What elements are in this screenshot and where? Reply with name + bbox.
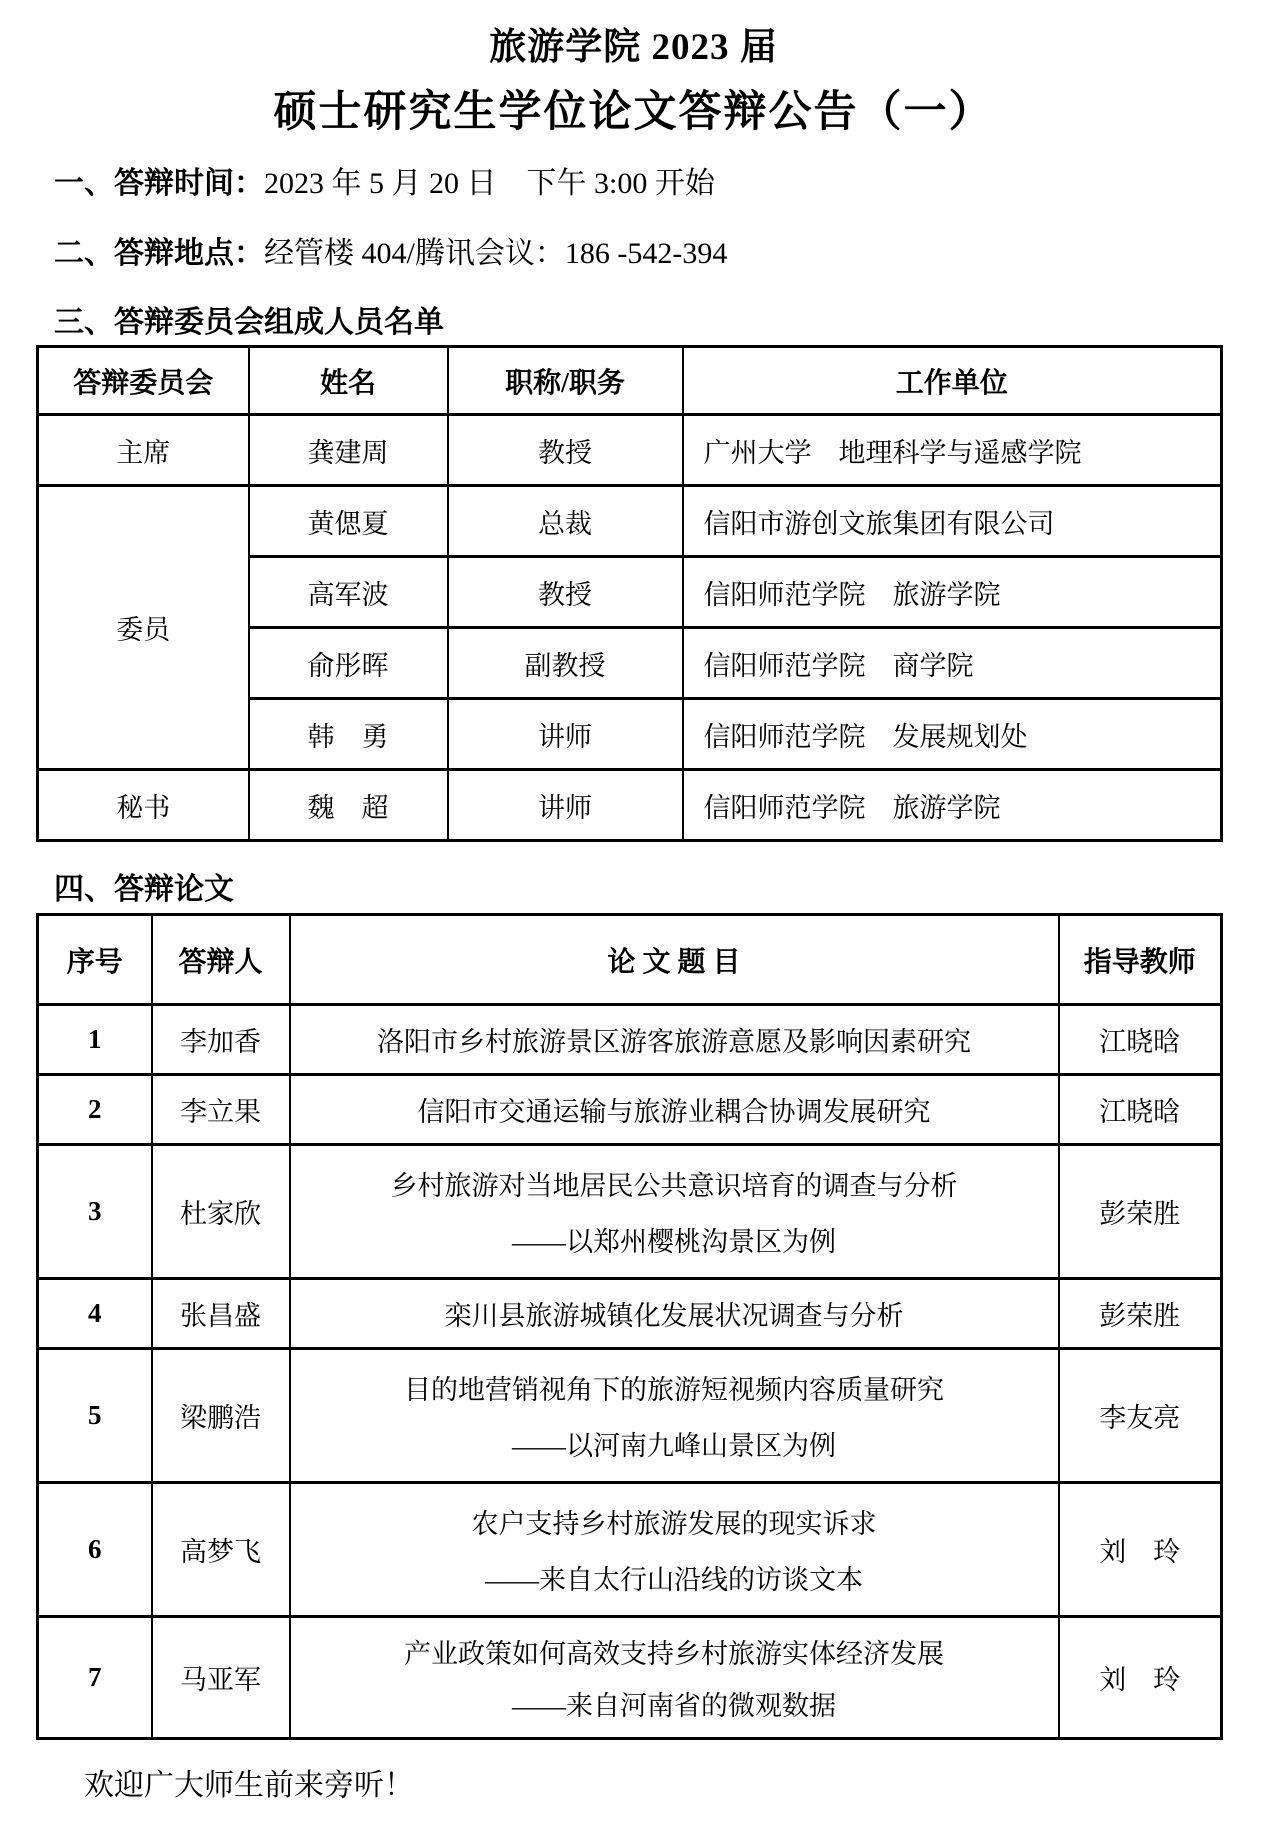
thesis-title-cell: 信阳市交通运输与旅游业耦合协调发展研究 (290, 1075, 1059, 1145)
table-row (38, 1075, 1222, 1145)
thesis-title-line2: ——以河南九峰山景区为例 (512, 1431, 836, 1462)
defense-time-label: 一、答辩时间： (54, 167, 264, 200)
table-row (38, 1483, 1222, 1617)
thesis-header-name: 答辩人 (152, 915, 290, 1005)
committee-name-cell: 黄偲夏 (249, 486, 448, 557)
committee-org-cell: 广州大学 地理科学与遥感学院 (683, 415, 1222, 486)
thesis-advisor-cell: 刘 玲 (1059, 1483, 1222, 1617)
committee-header-role: 答辩委员会 (38, 347, 249, 415)
table-row (38, 1005, 1222, 1075)
footer-note: 欢迎广大师生前来旁听！ (84, 1769, 414, 1802)
thesis-title-cell (290, 1617, 1059, 1739)
defense-place-label: 二、答辩地点： (54, 237, 264, 270)
thesis-advisor-cell: 刘 玲 (1059, 1617, 1222, 1739)
thesis-advisor-cell: 江晓晗 (1059, 1075, 1222, 1145)
committee-name-cell: 高军波 (249, 557, 448, 628)
committee-title-cell: 讲师 (448, 770, 683, 841)
committee-section-heading: 三、答辩委员会组成人员名单 (54, 306, 444, 339)
committee-header-org: 工作单位 (683, 347, 1222, 415)
thesis-section-heading: 四、答辩论文 (54, 873, 234, 906)
table-row (38, 486, 1222, 557)
committee-title-cell: 教授 (448, 415, 683, 486)
thesis-title-line1: 乡村旅游对当地居民公共意识培育的调查与分析 (390, 1170, 958, 1201)
thesis-no-cell: 4 (38, 1279, 152, 1349)
thesis-title-cell (290, 1483, 1059, 1617)
thesis-advisor-cell: 李友亮 (1059, 1349, 1222, 1483)
defense-place-line (54, 228, 727, 272)
committee-org-cell: 信阳师范学院 旅游学院 (683, 557, 1222, 628)
table-row (38, 1279, 1222, 1349)
thesis-title-line1: 农户支持乡村旅游发展的现实诉求 (471, 1508, 877, 1539)
committee-role-cell: 主席 (38, 415, 249, 486)
thesis-title-line1: 目的地营销视角下的旅游短视频内容质量研究 (404, 1374, 944, 1405)
table-row (38, 1349, 1222, 1483)
committee-title-cell: 总裁 (448, 486, 683, 557)
committee-table (36, 345, 1223, 842)
thesis-header-advisor: 指导教师 (1059, 915, 1222, 1005)
committee-role-cell: 委员 (38, 486, 249, 770)
thesis-header-title: 论 文 题 目 (290, 915, 1059, 1005)
table-row (38, 415, 1222, 486)
committee-role-cell: 秘书 (38, 770, 249, 841)
table-row (38, 1145, 1222, 1279)
thesis-name-cell: 高梦飞 (152, 1483, 290, 1617)
committee-org-cell: 信阳师范学院 旅游学院 (683, 770, 1222, 841)
thesis-name-cell: 马亚军 (152, 1617, 290, 1739)
table-row (38, 1617, 1222, 1739)
thesis-name-cell: 梁鹏浩 (152, 1349, 290, 1483)
thesis-title-line2: ——来自河南省的微观数据 (512, 1691, 836, 1722)
defense-time-line (54, 158, 715, 202)
thesis-advisor-cell: 江晓晗 (1059, 1005, 1222, 1075)
thesis-header-no: 序号 (38, 915, 152, 1005)
thesis-no-cell: 5 (38, 1349, 152, 1483)
thesis-no-cell: 2 (38, 1075, 152, 1145)
defense-place-value: 经管楼 404/腾讯会议：186 -542-394 (264, 237, 728, 270)
page-title: 旅游学院 2023 届 (489, 27, 778, 68)
thesis-name-cell: 张昌盛 (152, 1279, 290, 1349)
table-row (38, 770, 1222, 841)
committee-org-cell: 信阳市游创文旅集团有限公司 (683, 486, 1222, 557)
thesis-header-row (38, 915, 1222, 1005)
thesis-title-line1: 产业政策如何高效支持乡村旅游实体经济发展 (404, 1638, 944, 1669)
thesis-title-cell: 栾川县旅游城镇化发展状况调查与分析 (290, 1279, 1059, 1349)
thesis-name-cell: 杜家欣 (152, 1145, 290, 1279)
committee-title-cell: 教授 (448, 557, 683, 628)
committee-title-cell: 副教授 (448, 628, 683, 699)
committee-title-cell: 讲师 (448, 699, 683, 770)
committee-name-cell: 韩 勇 (249, 699, 448, 770)
thesis-title-cell (290, 1145, 1059, 1279)
thesis-title-line2: ——来自太行山沿线的访谈文本 (485, 1565, 863, 1596)
committee-name-cell: 魏 超 (249, 770, 448, 841)
thesis-advisor-cell: 彭荣胜 (1059, 1145, 1222, 1279)
committee-header-name: 姓名 (249, 347, 448, 415)
thesis-name-cell: 李立果 (152, 1075, 290, 1145)
thesis-name-cell: 李加香 (152, 1005, 290, 1075)
thesis-title-line2: ——以郑州樱桃沟景区为例 (512, 1227, 836, 1258)
thesis-advisor-cell: 彭荣胜 (1059, 1279, 1222, 1349)
thesis-no-cell: 1 (38, 1005, 152, 1075)
thesis-title-cell (290, 1349, 1059, 1483)
committee-header-title: 职称/职务 (448, 347, 683, 415)
committee-org-cell: 信阳师范学院 商学院 (683, 628, 1222, 699)
thesis-no-cell: 3 (38, 1145, 152, 1279)
defense-time-value: 2023 年 5 月 20 日 下午 3:00 开始 (264, 167, 715, 200)
announcement-title: 硕士研究生学位论文答辩公告（一） (273, 89, 994, 136)
committee-name-cell: 俞彤晖 (249, 628, 448, 699)
thesis-table (36, 913, 1223, 1740)
thesis-no-cell: 7 (38, 1617, 152, 1739)
thesis-no-cell: 6 (38, 1483, 152, 1617)
committee-name-cell: 龚建周 (249, 415, 448, 486)
committee-header-row (38, 347, 1222, 415)
committee-org-cell: 信阳师范学院 发展规划处 (683, 699, 1222, 770)
thesis-title-cell: 洛阳市乡村旅游景区游客旅游意愿及影响因素研究 (290, 1005, 1059, 1075)
